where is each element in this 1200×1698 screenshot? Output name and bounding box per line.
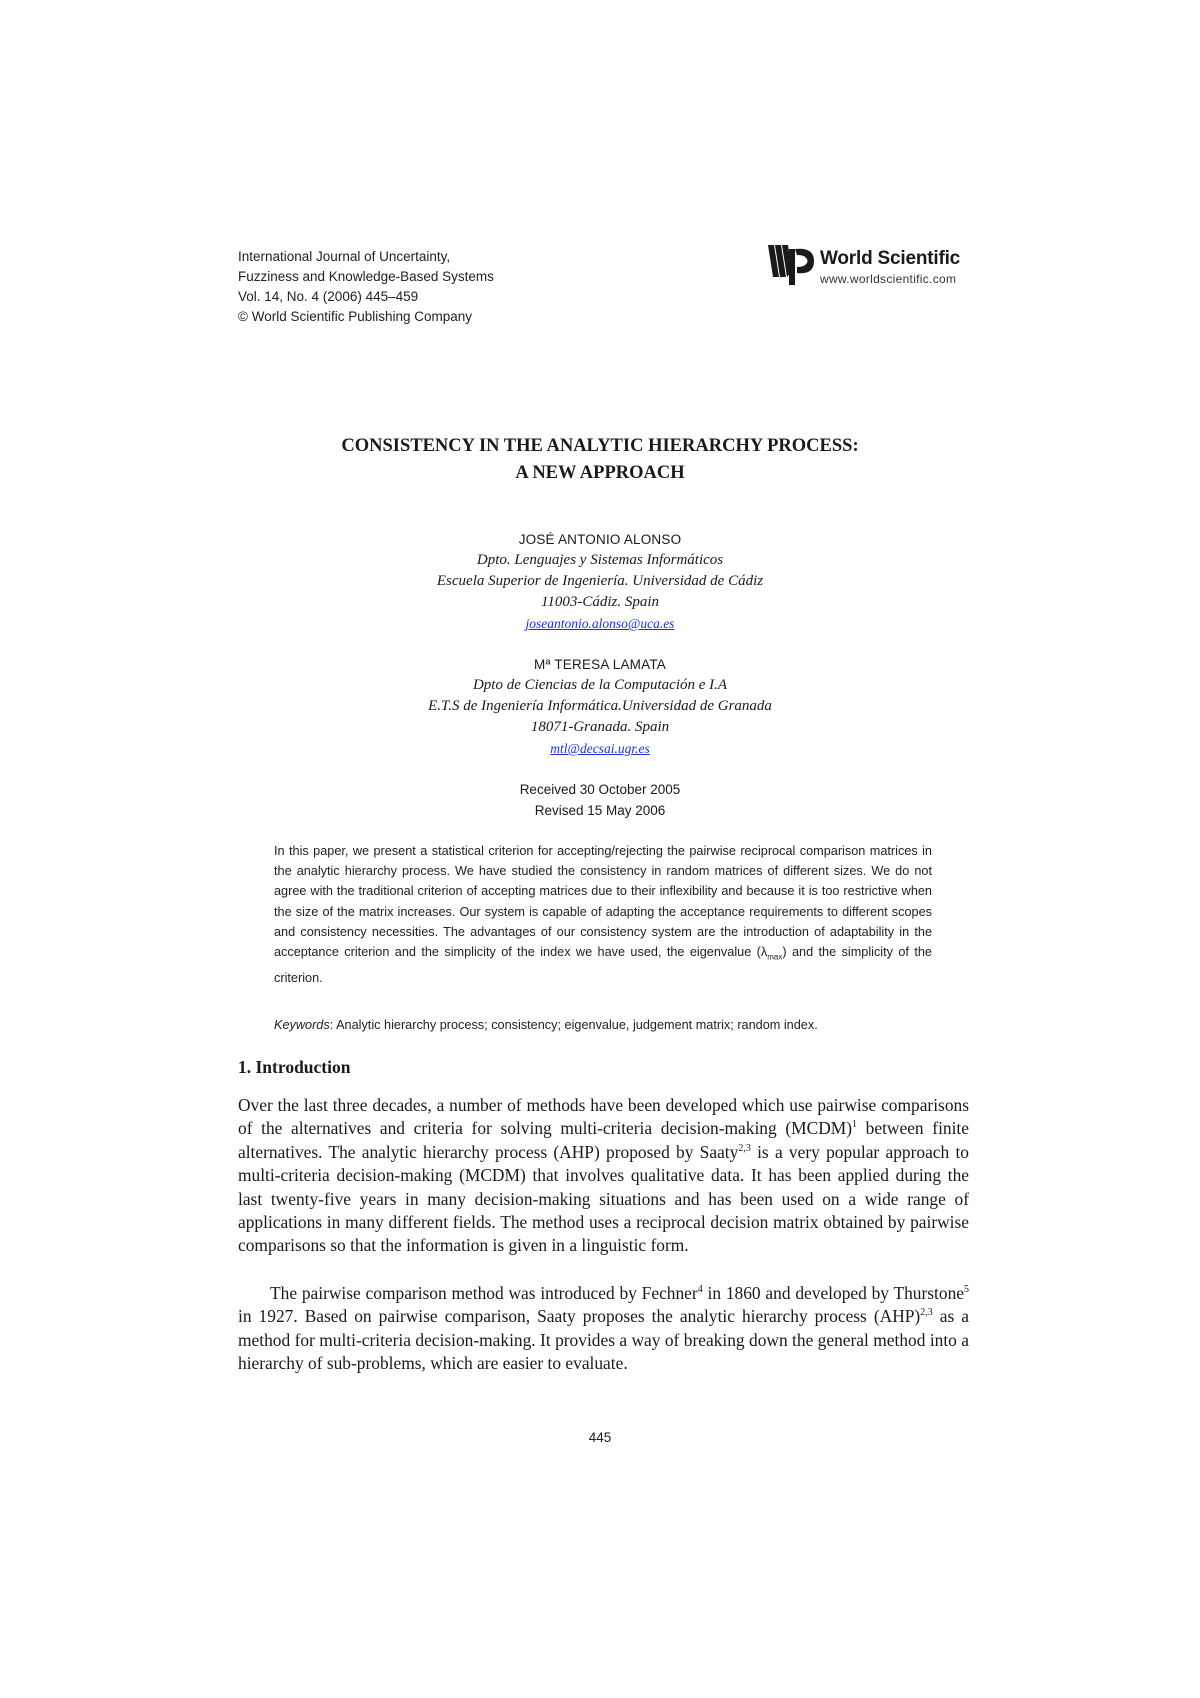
author-location: 11003-Cádiz. Spain: [540, 594, 660, 610]
paragraph-text: is a very popular approach to multi-criteria decision-making (MCDM) that involves qualitative data. It has been applied during the last twenty-five years in many decision-making situations and has been used on a wide range of applications in many different fields. The method uses a reciprocal decision matrix obtained by pairwise comparisons so that the information is given in a linguistic form.: [238, 1141, 969, 1256]
author-name: Mª TERESA LAMATA: [534, 657, 666, 672]
journal-volume: Vol. 14, No. 4 (2006) 445–459: [238, 289, 419, 304]
keywords-text: : Analytic hierarchy process; consistency; eigenvalue, judgement matrix; random index.: [329, 1018, 818, 1032]
world-scientific-logo-icon: [768, 243, 816, 289]
dates: [0, 779, 1200, 821]
abstract-text-end: ) and the simplicity of the criterion.: [274, 945, 932, 985]
citation-superscript: 1: [852, 1119, 858, 1131]
lambda-symbol: λ: [760, 945, 768, 960]
paragraph-text: as a method for multi-criteria decision-making. It provides a way of breaking down the general method into a hierarchy of sub-problems, which are easier to evaluate.: [238, 1306, 969, 1374]
author-affiliation: Dpto. Lenguajes y Sistemas Informáticos: [476, 552, 724, 568]
body-paragraph-1: [238, 1094, 969, 1258]
abstract-text: In this paper, we present a statistical criterion for accepting/rejecting the pairwise reciprocal comparison matrices in the analytic hierarchy process. We have studied the consistency in random matrices of different sizes. We do not agree with the traditional criterion of accepting matrices due to their inflexibility and because it is too restrictive when the size of the matrix increases. Our system is capable of adapting the acceptance requirements to different scopes and consistency necessities. The advantages of our consistency system are the introduction of adaptability in the acceptance criterion and the simplicity of the index we have used, the eigenvalue (: [274, 844, 932, 960]
journal-name-line1: International Journal of Uncertainty,: [238, 249, 451, 264]
body-paragraph-2: [238, 1282, 969, 1376]
abstract: [274, 841, 932, 988]
journal-copyright: © World Scientific Publishing Company: [238, 309, 473, 324]
author-block-2: [0, 654, 1200, 760]
received-date: Received 30 October 2005: [519, 782, 681, 797]
author-email-link[interactable]: mtl@decsai.ugr.es: [550, 741, 650, 756]
keywords: [274, 1015, 974, 1035]
author-affiliation: E.T.S de Ingeniería Informática.Universidad de Granada: [428, 698, 772, 714]
paper-title-line2: A NEW APPROACH: [515, 463, 685, 483]
author-affiliation: Dpto de Ciencias de la Computación e I.A: [472, 677, 728, 693]
keywords-label: Keywords: [274, 1018, 330, 1032]
author-name: JOSÉ ANTONIO ALONSO: [518, 532, 682, 547]
author-location: 18071-Granada. Spain: [530, 719, 670, 735]
section-heading: 1. Introduction: [238, 1057, 351, 1077]
citation-superscript: 4: [697, 1284, 703, 1295]
paragraph-text: Over the last three decades, a number of methods have been developed which use pairwise comparisons of the alternatives and criteria for solving multi-criteria decision-making (MCDM): [238, 1095, 969, 1139]
lambda-subscript: max: [767, 952, 783, 962]
publisher-logo: [768, 243, 973, 291]
paragraph-text: The pairwise comparison method was introduced by Fechner: [270, 1283, 698, 1303]
author-affiliation: Escuela Superior de Ingeniería. Universidad de Cádiz: [436, 573, 764, 589]
page-number: 445: [588, 1430, 612, 1445]
author-email-link[interactable]: joseantonio.alonso@uca.es: [525, 616, 675, 631]
author-block-1: [0, 529, 1200, 635]
paragraph-text: between finite alternatives. The analytic hierarchy process (AHP) proposed by Saaty: [238, 1118, 969, 1162]
journal-name-line2: Fuzziness and Knowledge-Based Systems: [238, 269, 494, 284]
publisher-name: World Scientific: [820, 248, 961, 269]
publisher-url[interactable]: www.worldscientific.com: [820, 272, 957, 286]
journal-info: [238, 247, 494, 327]
paragraph-text: in 1860 and developed by Thurstone: [702, 1283, 965, 1303]
revised-date: Revised 15 May 2006: [534, 803, 666, 818]
citation-superscript: 2,3: [738, 1142, 751, 1154]
paper-title-line1: CONSISTENCY IN THE ANALYTIC HIERARCHY PROCESS:: [341, 436, 859, 456]
citation-superscript: 2,3: [920, 1307, 933, 1319]
citation-superscript: 5: [964, 1284, 970, 1295]
paper-title: [0, 433, 1200, 487]
paragraph-text: in 1927. Based on pairwise comparison, Saaty proposes the analytic hierarchy process (AHP): [238, 1306, 921, 1327]
